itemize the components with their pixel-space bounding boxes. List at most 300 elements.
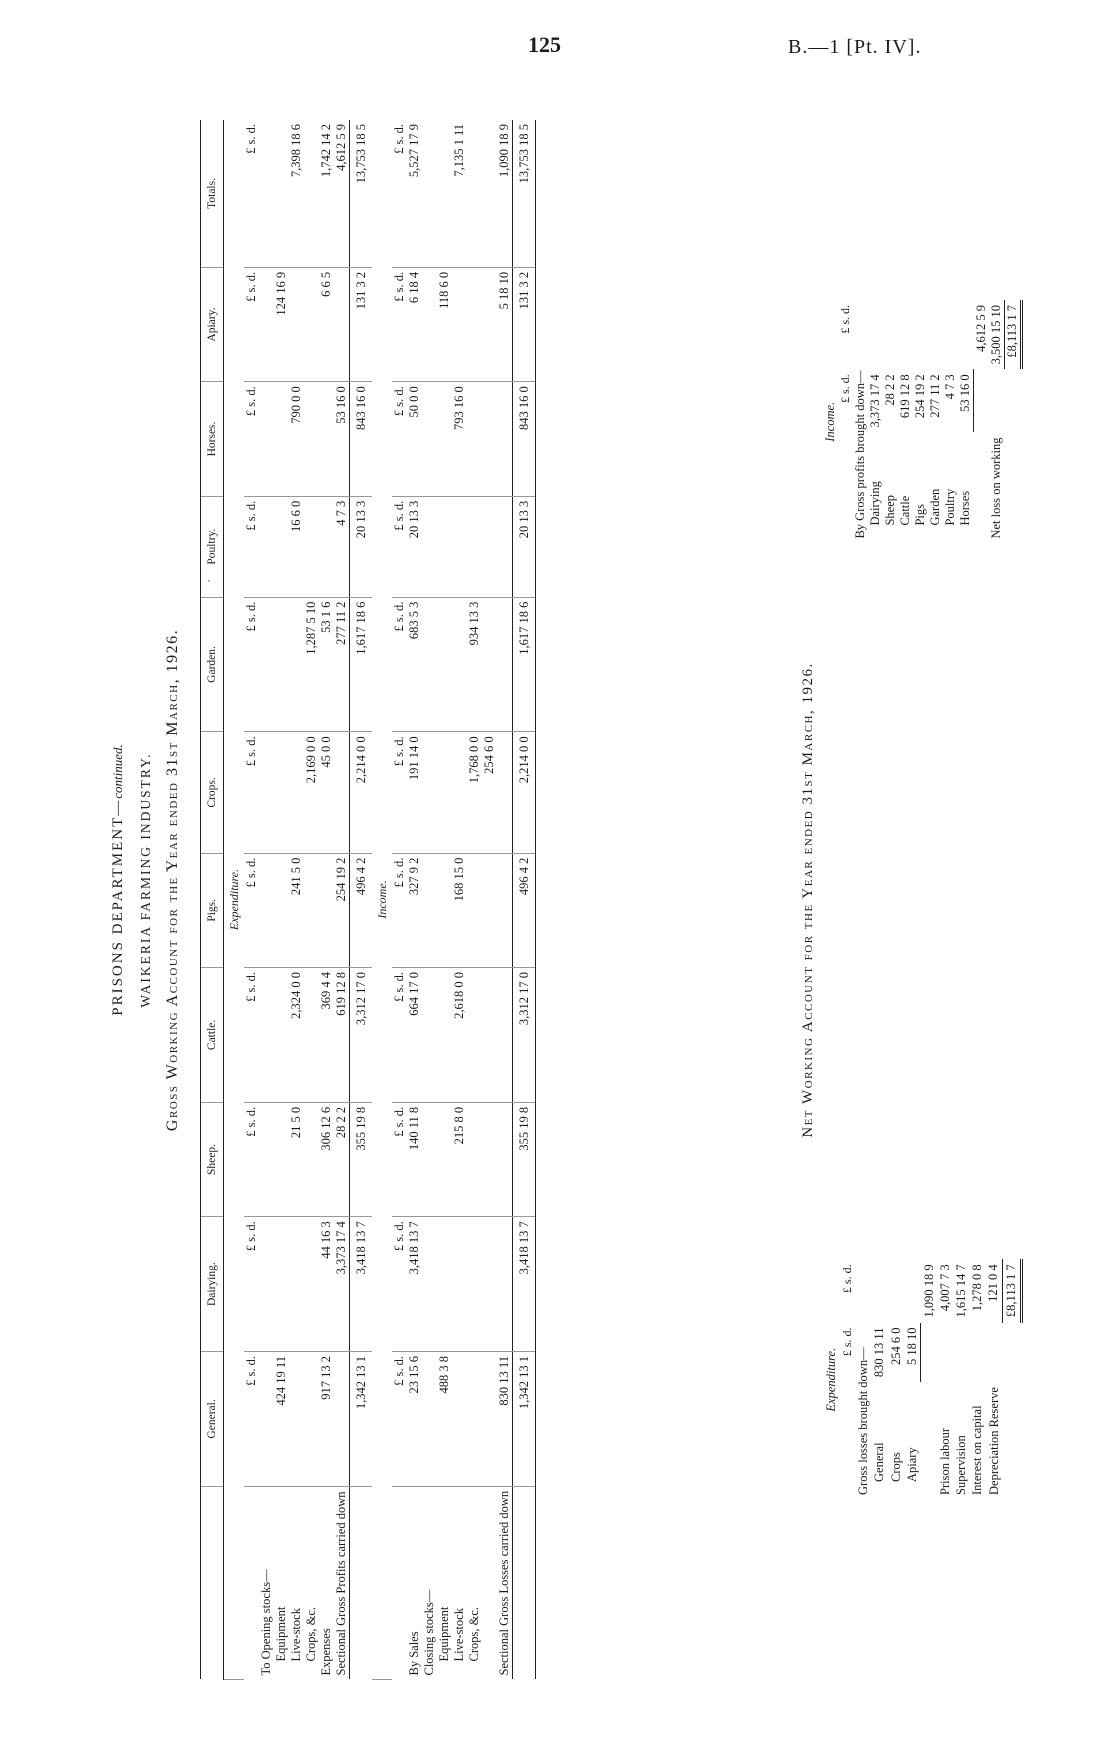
amount-cell: 1,615 14 7	[953, 1264, 968, 1318]
total-cell: 1,617 18 6	[350, 597, 373, 732]
table-cell: 424 19 11	[274, 1352, 289, 1487]
rotated-page	[110, 80, 1110, 1680]
table-cell: 254 19 2	[334, 853, 350, 967]
table-cell	[452, 267, 467, 381]
table-cell	[304, 267, 319, 381]
unit-header: £ s. d.	[839, 1327, 854, 1357]
table-cell	[334, 732, 350, 853]
table-cell	[289, 1217, 304, 1352]
table-cell	[437, 1102, 452, 1216]
column-header: General.	[201, 1352, 224, 1487]
list-item	[937, 1259, 953, 1500]
table-cell	[437, 1217, 452, 1352]
net-income-label: Dairying	[868, 481, 882, 526]
table-cell	[274, 853, 289, 967]
row-label: Live-stock	[452, 1608, 466, 1662]
table-cell	[482, 120, 497, 267]
total-cell: 3,418 13 7	[513, 1217, 536, 1352]
table-cell	[452, 732, 467, 853]
table-cell	[467, 1102, 482, 1216]
table-cell	[259, 1352, 274, 1487]
table-cell	[422, 1217, 437, 1352]
amount-cell	[928, 300, 943, 369]
column-header: Totals.	[201, 120, 224, 267]
unit-cell: £ s. d.	[392, 853, 407, 967]
list-item	[970, 1259, 986, 1500]
table-cell: 3,418 13 7	[407, 1217, 422, 1352]
table-cell	[259, 968, 274, 1103]
table-cell	[304, 853, 319, 967]
column-header: Poultry.	[201, 496, 224, 597]
table-cell: 6 6 5	[319, 267, 334, 381]
table-cell	[422, 853, 437, 967]
amount-cell: 4,612 5 9	[973, 305, 988, 352]
net-expense-label: Prison labour	[937, 1427, 952, 1495]
table-cell: 5,527 17 9	[407, 120, 422, 267]
amount-cell	[913, 300, 928, 369]
table-cell	[422, 597, 437, 732]
row-label: Expenses	[319, 1628, 333, 1676]
amount-cell: £8,113 1 7	[1003, 1259, 1021, 1322]
list-item	[928, 300, 943, 544]
list-item	[868, 300, 883, 544]
net-income-label: Cattle	[898, 495, 912, 526]
table-cell: 6 18 4	[407, 267, 422, 381]
table-row	[437, 120, 452, 1680]
table-row	[407, 120, 422, 1680]
table-cell	[482, 496, 497, 597]
table-cell	[482, 853, 497, 967]
department-title: PRISONS DEPARTMENT—continued.	[110, 744, 126, 1016]
amount-cell	[989, 369, 1005, 432]
unit-header: £ s. d.	[838, 305, 852, 334]
net-income-label: Horses	[958, 490, 973, 526]
total-cell: 1,342 13 1	[513, 1352, 536, 1487]
table-cell: 2,324 0 0	[289, 968, 304, 1103]
table-cell	[497, 1102, 513, 1216]
unit-cell: £ s. d.	[244, 853, 259, 967]
unit-cell: £ s. d.	[392, 496, 407, 597]
table-cell	[274, 382, 289, 496]
net-account-title: Net Working Account for the Year ended 31st March, 1926.	[800, 662, 816, 1138]
amount-cell	[888, 1259, 904, 1322]
table-cell	[274, 968, 289, 1103]
list-item	[872, 1259, 888, 1500]
table-row	[334, 120, 350, 1680]
expenditure-caption-row	[224, 120, 245, 1680]
table-cell	[289, 732, 304, 853]
unit-cell: £ s. d.	[244, 968, 259, 1103]
table-cell	[497, 597, 513, 732]
table-cell: 1,768 0 0	[467, 732, 482, 853]
row-label: Crops, &c.	[467, 1606, 481, 1662]
unit-cell: £ s. d.	[392, 1352, 407, 1487]
table-cell	[304, 1102, 319, 1216]
amount-cell	[937, 1323, 953, 1383]
table-cell	[259, 1217, 274, 1352]
total-cell: 13,753 18 5	[350, 120, 373, 267]
table-cell	[467, 853, 482, 967]
totals-row	[513, 120, 536, 1680]
table-cell	[259, 496, 274, 597]
table-cell: 4,612 5 9	[334, 120, 350, 267]
unit-row	[244, 120, 259, 1680]
unit-cell: £ s. d.	[392, 1102, 407, 1216]
amount-cell: 830 13 11	[872, 1327, 887, 1378]
total-cell: 131 3 2	[350, 267, 373, 381]
table-cell	[482, 968, 497, 1103]
amount-cell: 28 2 2	[883, 374, 897, 406]
table-cell	[274, 597, 289, 732]
table-cell	[422, 968, 437, 1103]
table-cell: 934 13 3	[467, 597, 482, 732]
row-label: Closing stocks—	[422, 1589, 436, 1676]
subtotal-spacer	[921, 1382, 937, 1500]
total-cell: 3,312 17 0	[350, 968, 373, 1103]
table-cell: 44 16 3	[319, 1217, 334, 1352]
unit-header: £ s. d.	[838, 374, 852, 404]
table-cell: 488 3 8	[437, 1352, 452, 1487]
table-cell: 191 14 0	[407, 732, 422, 853]
table-cell: 1,090 18 9	[497, 120, 513, 267]
table-cell	[289, 1352, 304, 1487]
column-header: Horses.	[201, 382, 224, 496]
amount-cell	[953, 1323, 969, 1383]
unit-cell: £ s. d.	[244, 382, 259, 496]
table-cell	[304, 120, 319, 267]
column-header: Sheep.	[201, 1102, 224, 1216]
total-cell: 2,214 0 0	[513, 732, 536, 853]
table-cell	[497, 853, 513, 967]
table-cell: 20 13 3	[407, 496, 422, 597]
table-cell	[334, 1352, 350, 1487]
net-loss-label: Net loss on working	[988, 437, 1003, 539]
table-cell	[319, 496, 334, 597]
total-cell: 355 19 8	[513, 1102, 536, 1216]
list-item	[904, 1259, 921, 1500]
table-row	[452, 120, 467, 1680]
table-cell	[274, 1217, 289, 1352]
unit-header: £ s. d.	[839, 1264, 854, 1294]
table-cell: 140 11 8	[407, 1102, 422, 1216]
net-expense-label: Interest on capital	[970, 1405, 985, 1495]
total-cell: 2,214 0 0	[350, 732, 373, 853]
table-cell	[274, 496, 289, 597]
net-expense-label: Apiary	[905, 1447, 919, 1482]
table-cell: 2,169 0 0	[304, 732, 319, 853]
list-item	[943, 300, 958, 544]
table-cell	[334, 267, 350, 381]
unit-cell: £ s. d.	[392, 968, 407, 1103]
row-label: Equipment	[274, 1606, 288, 1662]
total-spacer	[1003, 1382, 1021, 1500]
unit-cell: £ s. d.	[244, 120, 259, 267]
row-label	[482, 1486, 497, 1679]
unit-label-spacer	[392, 1486, 407, 1679]
table-cell	[289, 597, 304, 732]
subtotal-spacer	[974, 433, 989, 544]
net-income-label: Poultry	[943, 488, 957, 526]
amount-cell	[974, 369, 989, 432]
amount-cell	[868, 300, 883, 369]
table-cell	[319, 382, 334, 496]
table-row	[304, 120, 319, 1680]
amount-cell	[1003, 1323, 1021, 1383]
gross-account-title: Gross Working Account for the Year ended 31st March, 1926.	[164, 628, 181, 1132]
table-cell	[422, 1352, 437, 1487]
amount-cell	[898, 300, 913, 369]
amount-cell	[872, 1259, 888, 1322]
row-label: Live-stock	[289, 1608, 303, 1662]
net-income-label: Garden	[928, 488, 942, 526]
total-cell: 496 4 2	[513, 853, 536, 967]
list-item	[989, 300, 1005, 544]
amount-cell	[970, 1323, 986, 1383]
table-cell	[482, 1102, 497, 1216]
amount-cell: 121 0 4	[986, 1264, 1001, 1302]
unit-cell: £ s. d.	[244, 1217, 259, 1352]
column-header: Crops.	[201, 732, 224, 853]
amount-cell	[883, 300, 898, 369]
table-cell: 7,135 1 11	[452, 120, 467, 267]
table-cell: 619 12 8	[334, 968, 350, 1103]
table-cell	[437, 853, 452, 967]
amount-cell	[921, 1323, 937, 1383]
table-row	[422, 120, 437, 1680]
table-cell	[422, 120, 437, 267]
amount-cell	[1004, 369, 1021, 432]
table-row	[319, 120, 334, 1680]
table-cell	[319, 853, 334, 967]
table-cell	[259, 382, 274, 496]
table-cell	[304, 496, 319, 597]
row-label: Equipment	[437, 1606, 451, 1662]
income-caption-row	[372, 120, 392, 1680]
row-label: To Opening stocks—	[259, 1569, 273, 1676]
total-cell: 496 4 2	[350, 853, 373, 967]
total-cell: 131 3 2	[513, 267, 536, 381]
total-cell: 20 13 3	[513, 496, 536, 597]
table-cell	[467, 120, 482, 267]
table-cell	[422, 732, 437, 853]
table-cell: 241 5 0	[289, 853, 304, 967]
table-cell: 118 6 0	[437, 267, 452, 381]
table-cell: 16 6 0	[289, 496, 304, 597]
table-cell: 793 16 0	[452, 382, 467, 496]
amount-cell: 3,500 15 10	[988, 305, 1003, 365]
header-row	[201, 120, 224, 1680]
list-item	[921, 1259, 937, 1500]
exp-label-spacer	[839, 1382, 855, 1500]
amount-cell	[958, 300, 974, 369]
table-cell	[452, 1217, 467, 1352]
table-row	[289, 120, 304, 1680]
net-income-table	[823, 300, 1023, 544]
amount-cell: 4 7 3	[943, 374, 957, 400]
unit-cell: £ s. d.	[244, 732, 259, 853]
row-label: By Sales	[407, 1631, 421, 1676]
unit-label-spacer	[244, 1486, 259, 1679]
amount-cell: 254 19 2	[913, 374, 927, 419]
table-cell: 2,618 0 0	[452, 968, 467, 1103]
table-cell: 215 8 0	[452, 1102, 467, 1216]
unit-row	[392, 120, 407, 1680]
table-cell	[482, 382, 497, 496]
column-header: Garden.	[201, 597, 224, 732]
table-cell: 306 12 6	[319, 1102, 334, 1216]
table-cell	[259, 1102, 274, 1216]
table-cell	[274, 1102, 289, 1216]
unit-cell: £ s. d.	[392, 597, 407, 732]
net-income-caption: Income.	[823, 401, 837, 442]
table-cell	[259, 732, 274, 853]
table-cell	[422, 267, 437, 381]
table-cell	[452, 597, 467, 732]
label-column-header	[201, 1486, 224, 1679]
gross-profits-heading: By Gross profits brought down—	[853, 370, 867, 539]
table-cell	[497, 968, 513, 1103]
column-header: Apiary.	[201, 267, 224, 381]
table-cell	[437, 968, 452, 1103]
inc-label-spacer	[838, 433, 853, 544]
table-cell: 1,742 14 2	[319, 120, 334, 267]
table-cell: 917 13 2	[319, 1352, 334, 1487]
table-cell: 254 6 0	[482, 732, 497, 853]
amount-cell: 5 18 10	[904, 1327, 919, 1366]
list-item	[958, 300, 974, 544]
table-cell	[467, 968, 482, 1103]
list-item	[974, 300, 989, 544]
table-cell	[422, 1102, 437, 1216]
unit-cell: £ s. d.	[392, 382, 407, 496]
total-cell: 1,617 18 6	[513, 597, 536, 732]
table-cell: 664 17 0	[407, 968, 422, 1103]
unit-cell: £ s. d.	[392, 732, 407, 853]
table-cell: 327 9 2	[407, 853, 422, 967]
table-cell	[259, 267, 274, 381]
table-cell	[467, 267, 482, 381]
amount-cell: 619 12 8	[898, 374, 912, 419]
industry-title: WAIKERIA FARMING INDUSTRY.	[138, 752, 153, 1008]
table-cell	[482, 597, 497, 732]
table-cell	[259, 120, 274, 267]
row-label: Sectional Gross Losses carried down	[497, 1490, 511, 1676]
total-cell: 843 16 0	[350, 382, 373, 496]
table-cell	[437, 120, 452, 267]
gross-working-account-table	[200, 120, 536, 1680]
table-cell	[259, 597, 274, 732]
net-expense-label: General	[872, 1442, 887, 1482]
table-cell	[304, 968, 319, 1103]
table-cell	[259, 853, 274, 967]
amount-cell: 4,007 7 3	[937, 1264, 952, 1312]
income-caption: Income.	[372, 120, 392, 1680]
table-cell: 683 5 3	[407, 597, 422, 732]
table-cell	[452, 496, 467, 597]
column-header: Pigs.	[201, 853, 224, 967]
table-cell: 277 11 2	[334, 597, 350, 732]
table-cell: 50 0 0	[407, 382, 422, 496]
table-cell	[482, 267, 497, 381]
table-cell	[482, 1352, 497, 1487]
table-row	[497, 120, 513, 1680]
totals-row	[350, 120, 373, 1680]
list-item	[913, 300, 928, 544]
table-cell	[437, 496, 452, 597]
table-cell: 168 15 0	[452, 853, 467, 967]
list-item	[1004, 300, 1021, 544]
table-row	[467, 120, 482, 1680]
list-item	[953, 1259, 969, 1500]
document-reference: B.—1 [Pt. IV].	[788, 36, 922, 58]
table-cell: 1,287 5 10	[304, 597, 319, 732]
row-label: Sectional Gross Profits carried down	[334, 1491, 348, 1676]
net-working-account	[800, 300, 1023, 1500]
table-cell	[422, 496, 437, 597]
table-cell	[467, 496, 482, 597]
amount-cell	[943, 300, 958, 369]
amount-cell: 3,373 17 4	[868, 374, 882, 428]
unit-cell: £ s. d.	[244, 1352, 259, 1487]
table-cell	[437, 732, 452, 853]
net-expense-label: Depreciation Reserve	[986, 1387, 1001, 1495]
list-item	[1003, 1259, 1021, 1500]
unit-cell: £ s. d.	[244, 597, 259, 732]
totals-label-spacer	[350, 1486, 373, 1679]
table-cell	[497, 1217, 513, 1352]
table-cell	[497, 496, 513, 597]
list-item	[986, 1259, 1003, 1500]
unit-cell: £ s. d.	[392, 120, 407, 267]
table-cell: 53 16 0	[334, 382, 350, 496]
list-item	[883, 300, 898, 544]
table-cell	[274, 732, 289, 853]
row-label: Crops, &c.	[304, 1606, 318, 1662]
amount-cell	[986, 1323, 1003, 1383]
amount-cell: 277 11 2	[928, 374, 942, 418]
total-cell: 1,342 13 1	[350, 1352, 373, 1487]
total-cell: 843 16 0	[513, 382, 536, 496]
table-cell: 21 5 0	[289, 1102, 304, 1216]
table-cell	[274, 120, 289, 267]
total-cell: 3,312 17 0	[513, 968, 536, 1103]
net-expense-label: Supervision	[953, 1435, 968, 1495]
table-cell: 53 1 6	[319, 597, 334, 732]
total-cell: 3,418 13 7	[350, 1217, 373, 1352]
table-cell: 28 2 2	[334, 1102, 350, 1216]
unit-cell: £ s. d.	[244, 1102, 259, 1216]
net-expenditure-caption: Expenditure.	[823, 1347, 838, 1412]
amount-cell: 1,090 18 9	[921, 1264, 936, 1318]
table-cell	[437, 597, 452, 732]
column-header: Dairying.	[201, 1217, 224, 1352]
unit-cell: £ s. d.	[392, 1217, 407, 1352]
page-number: 125	[528, 32, 561, 57]
amount-cell: 1,278 0 8	[970, 1264, 985, 1312]
table-cell	[289, 267, 304, 381]
table-cell: 4 7 3	[334, 496, 350, 597]
amount-cell: £8,113 1 7	[1004, 300, 1021, 369]
table-cell	[497, 732, 513, 853]
net-expense-label: Crops	[888, 1452, 903, 1482]
unit-cell: £ s. d.	[244, 496, 259, 597]
net-expenditure-table	[823, 1259, 1023, 1500]
table-cell	[304, 382, 319, 496]
table-cell	[304, 1352, 319, 1487]
table-cell: 45 0 0	[319, 732, 334, 853]
total-cell: 20 13 3	[350, 496, 373, 597]
amount-cell: 254 6 0	[888, 1327, 903, 1366]
